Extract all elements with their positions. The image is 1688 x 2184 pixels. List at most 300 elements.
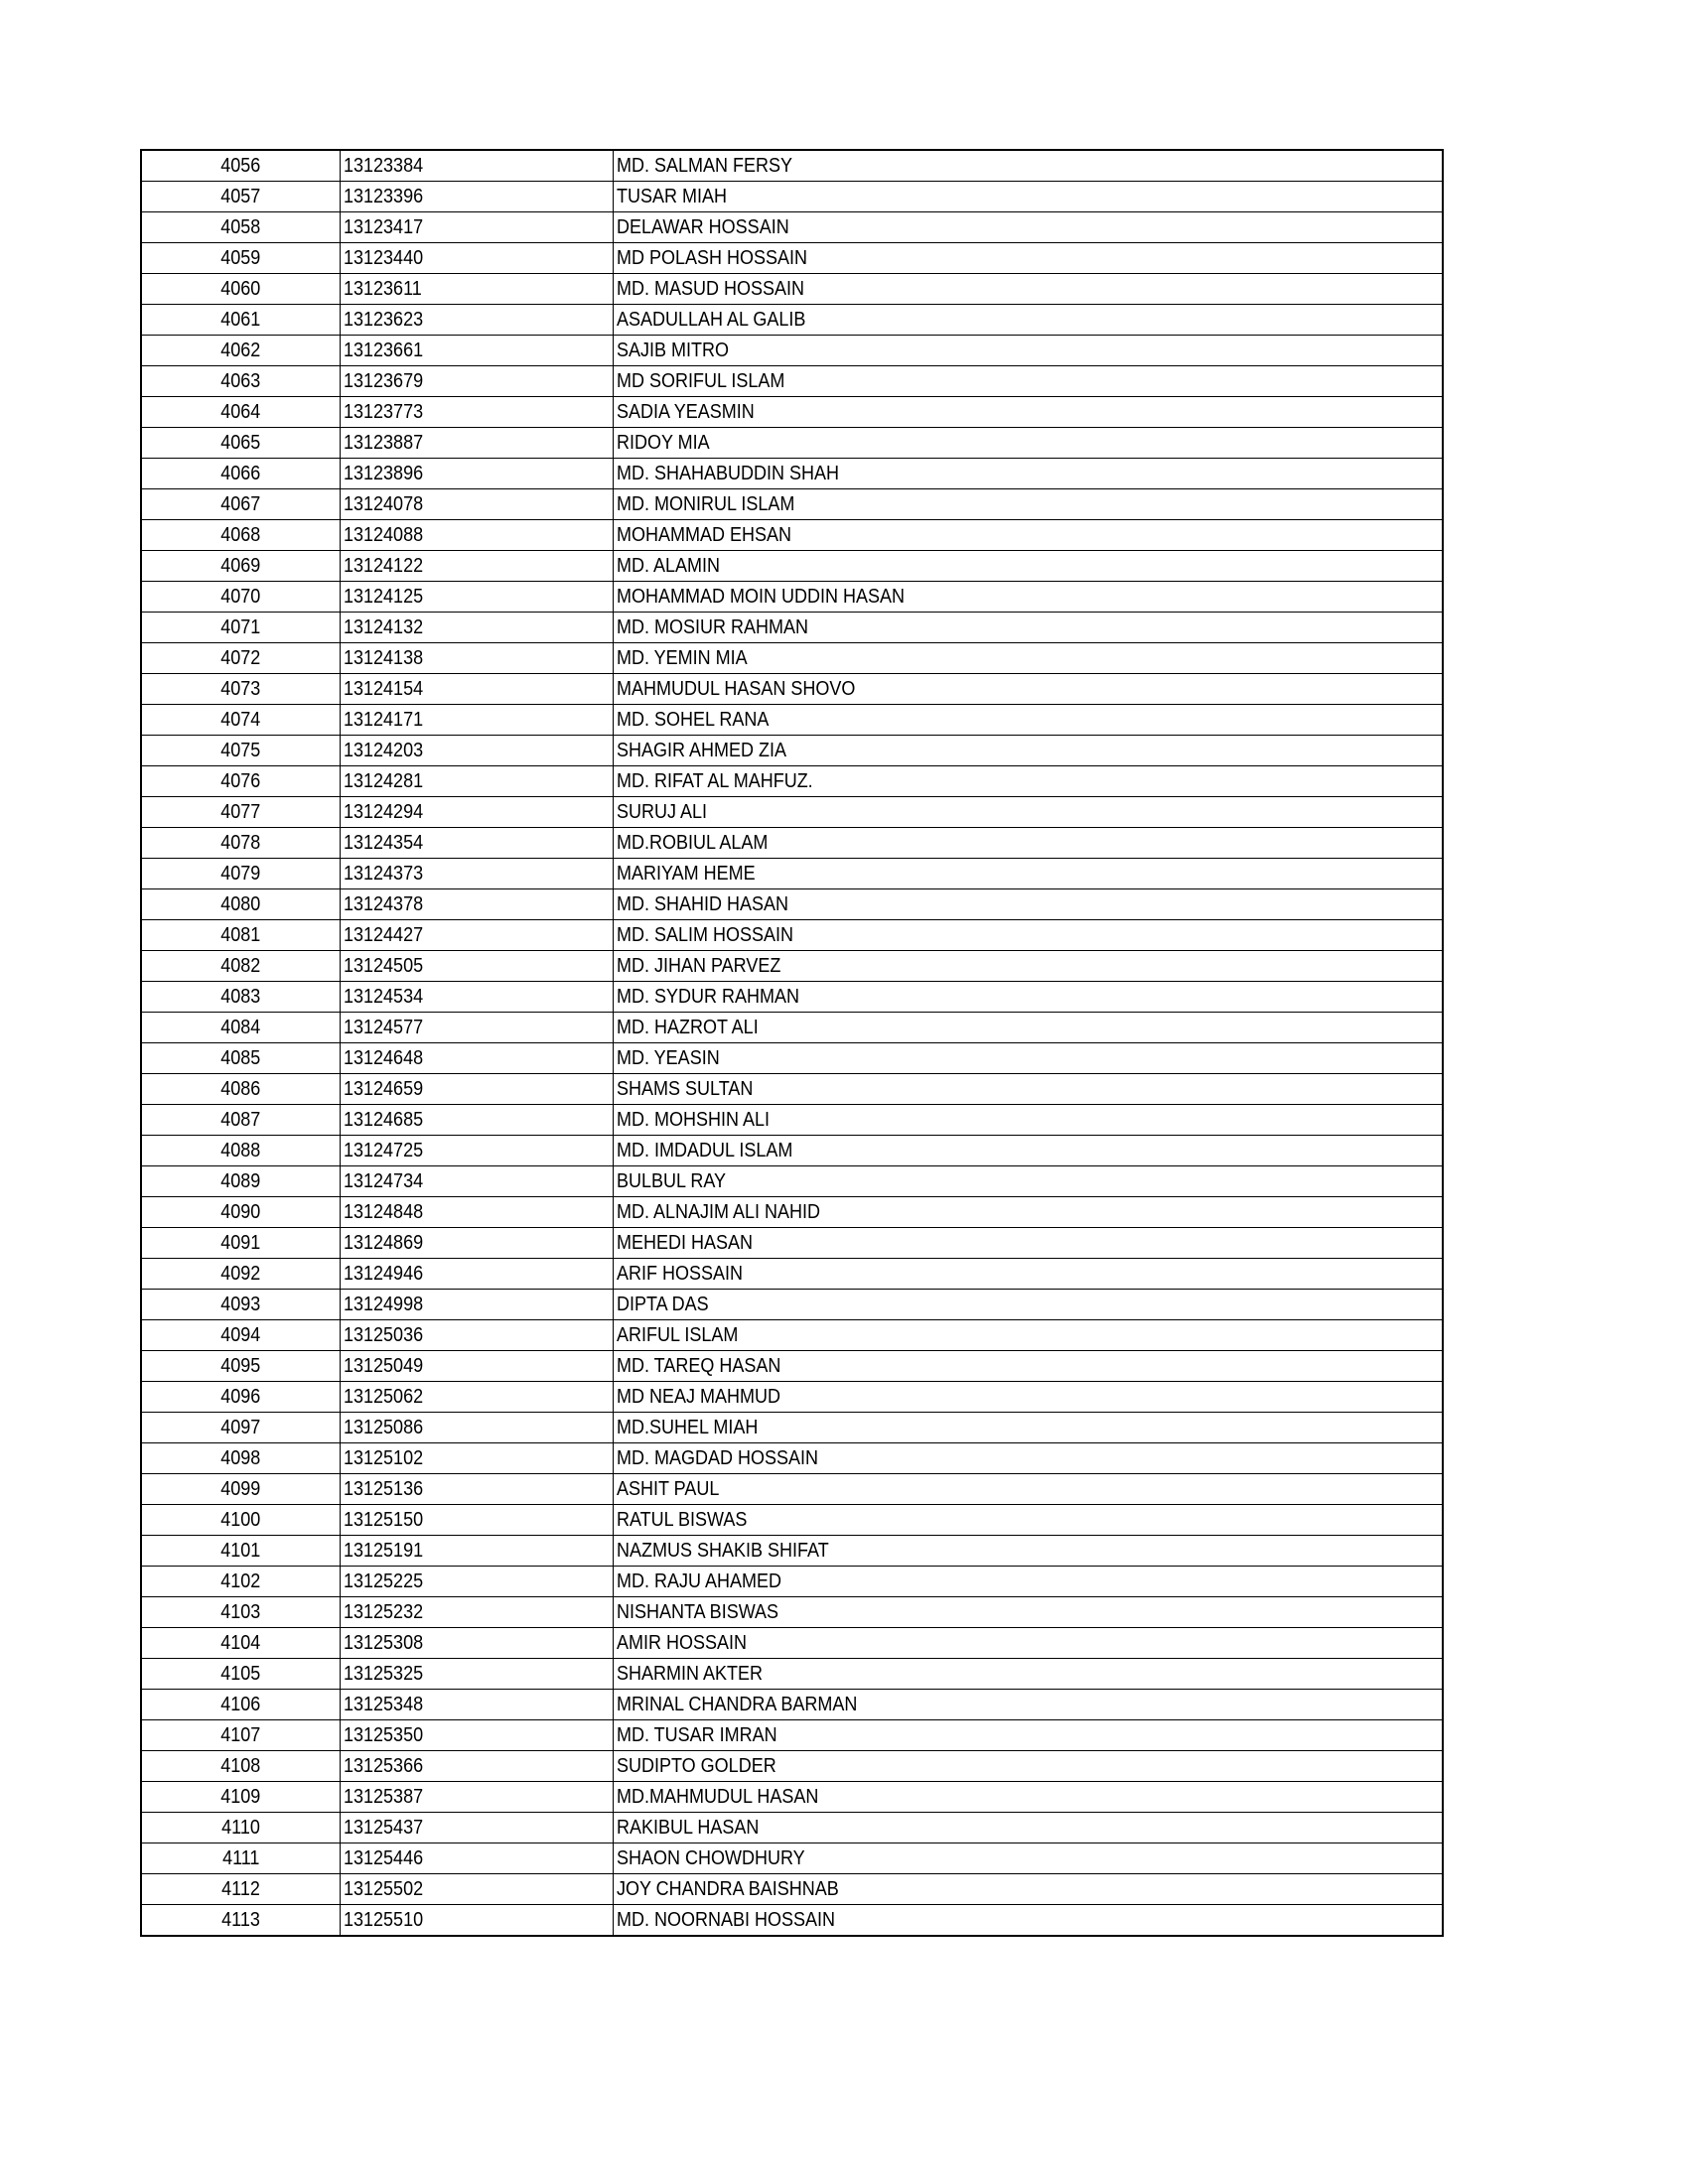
serial-number-cell-text: 4100 [220, 1509, 261, 1531]
candidate-name-cell-text: MD. SALMAN FERSY [617, 155, 793, 177]
candidate-name-cell [614, 1351, 1444, 1382]
roll-number-cell-text: 13123396 [344, 186, 424, 207]
roll-number-cell-text: 13125102 [344, 1447, 424, 1469]
candidate-name-cell [614, 1166, 1444, 1197]
candidate-name-cell-text: MD. MASUD HOSSAIN [617, 278, 805, 300]
serial-number-cell [141, 859, 341, 889]
serial-number-cell [141, 366, 341, 397]
roll-number-cell [341, 182, 614, 212]
table-row [141, 1690, 1443, 1720]
roll-number-cell [341, 1013, 614, 1043]
candidate-name-cell-text: MD. MONIRUL ISLAM [617, 493, 795, 515]
serial-number-cell [141, 1259, 341, 1290]
candidate-name-cell-text: NAZMUS SHAKIB SHIFAT [617, 1540, 829, 1562]
serial-number-cell [141, 1659, 341, 1690]
serial-number-cell [141, 1043, 341, 1074]
serial-number-cell-text: 4063 [220, 370, 261, 392]
candidate-name-cell [614, 212, 1444, 243]
candidate-name-cell-text: AMIR HOSSAIN [617, 1632, 748, 1654]
serial-number-cell [141, 274, 341, 305]
candidate-name-cell-text: SHAGIR AHMED ZIA [617, 740, 787, 761]
roll-number-cell [341, 305, 614, 336]
candidate-name-cell [614, 489, 1444, 520]
candidate-name-cell [614, 1567, 1444, 1597]
candidate-name-cell-text: MD. RIFAT AL MAHFUZ. [617, 770, 813, 792]
serial-number-cell-text: 4056 [220, 155, 261, 177]
roll-number-cell [341, 1259, 614, 1290]
serial-number-cell [141, 182, 341, 212]
roll-number-cell [341, 1813, 614, 1843]
roll-number-cell [341, 1228, 614, 1259]
serial-number-cell [141, 736, 341, 766]
serial-number-cell-text: 4076 [220, 770, 261, 792]
roll-number-cell [341, 1690, 614, 1720]
roll-number-cell [341, 1382, 614, 1413]
candidate-name-cell [614, 274, 1444, 305]
candidate-name-cell [614, 1105, 1444, 1136]
candidate-name-cell-text: SUDIPTO GOLDER [617, 1755, 776, 1777]
serial-number-cell [141, 643, 341, 674]
table-row [141, 889, 1443, 920]
roll-number-cell-text: 13125437 [344, 1817, 424, 1839]
serial-number-cell [141, 1751, 341, 1782]
serial-number-cell [141, 1290, 341, 1320]
candidate-name-cell-text: DIPTA DAS [617, 1294, 709, 1315]
candidate-name-cell-text: MD. ALAMIN [617, 555, 721, 577]
serial-number-cell [141, 1782, 341, 1813]
table-row [141, 951, 1443, 982]
candidate-name-cell [614, 1290, 1444, 1320]
candidate-name-cell-text: MD.SUHEL MIAH [617, 1417, 759, 1438]
roll-number-cell-text: 13124154 [344, 678, 424, 700]
roll-number-cell [341, 274, 614, 305]
table-row [141, 1043, 1443, 1074]
candidate-name-cell [614, 1505, 1444, 1536]
roll-number-cell [341, 1443, 614, 1474]
candidate-name-cell-text: MD. SYDUR RAHMAN [617, 986, 800, 1008]
serial-number-cell-text: 4097 [220, 1417, 261, 1438]
candidate-name-cell [614, 1136, 1444, 1166]
serial-number-cell-text: 4057 [220, 186, 261, 207]
roll-number-cell [341, 397, 614, 428]
roll-number-cell-text: 13124685 [344, 1109, 424, 1131]
roll-number-cell-text: 13124725 [344, 1140, 424, 1161]
serial-number-cell-text: 4083 [220, 986, 261, 1008]
serial-number-cell-text: 4089 [220, 1170, 261, 1192]
candidate-name-cell-text: MD. ALNAJIM ALI NAHID [617, 1201, 821, 1223]
roll-number-cell-text: 13124848 [344, 1201, 424, 1223]
candidate-name-cell [614, 1874, 1444, 1905]
table-row [141, 1013, 1443, 1043]
roll-number-cell [341, 1751, 614, 1782]
serial-number-cell [141, 1597, 341, 1628]
table-row [141, 766, 1443, 797]
candidate-name-cell-text: MD. MAGDAD HOSSAIN [617, 1447, 819, 1469]
candidate-name-cell-text: TUSAR MIAH [617, 186, 728, 207]
candidate-name-cell-text: JOY CHANDRA BAISHNAB [617, 1878, 839, 1900]
serial-number-cell-text: 4090 [220, 1201, 261, 1223]
roll-number-cell-text: 13125366 [344, 1755, 424, 1777]
results-table [140, 149, 1444, 1937]
roll-number-cell-text: 13124505 [344, 955, 424, 977]
roll-number-cell-text: 13124373 [344, 863, 424, 885]
roll-number-cell [341, 150, 614, 182]
roll-number-cell [341, 1659, 614, 1690]
serial-number-cell [141, 1443, 341, 1474]
candidate-name-cell [614, 643, 1444, 674]
table-row [141, 1443, 1443, 1474]
serial-number-cell-text: 4070 [220, 586, 261, 608]
serial-number-cell-text: 4074 [220, 709, 261, 731]
candidate-name-cell-text: NISHANTA BISWAS [617, 1601, 779, 1623]
candidate-name-cell [614, 1074, 1444, 1105]
serial-number-cell [141, 1720, 341, 1751]
serial-number-cell [141, 1690, 341, 1720]
roll-number-cell-text: 13124378 [344, 893, 424, 915]
serial-number-cell [141, 489, 341, 520]
candidate-name-cell [614, 1813, 1444, 1843]
serial-number-cell [141, 1166, 341, 1197]
roll-number-cell [341, 520, 614, 551]
candidate-name-cell [614, 1690, 1444, 1720]
serial-number-cell [141, 1351, 341, 1382]
serial-number-cell [141, 797, 341, 828]
serial-number-cell [141, 1813, 341, 1843]
roll-number-cell-text: 13125446 [344, 1847, 424, 1869]
roll-number-cell-text: 13125232 [344, 1601, 424, 1623]
candidate-name-cell-text: MEHEDI HASAN [617, 1232, 754, 1254]
serial-number-cell [141, 428, 341, 459]
candidate-name-cell-text: MD.ROBIUL ALAM [617, 832, 769, 854]
serial-number-cell [141, 1505, 341, 1536]
roll-number-cell [341, 1597, 614, 1628]
table-row [141, 1259, 1443, 1290]
serial-number-cell-text: 4104 [220, 1632, 261, 1654]
roll-number-cell-text: 13125510 [344, 1909, 424, 1931]
serial-number-cell-text: 4086 [220, 1078, 261, 1100]
serial-number-cell-text: 4091 [220, 1232, 261, 1254]
roll-number-cell [341, 766, 614, 797]
roll-number-cell [341, 551, 614, 582]
roll-number-cell [341, 1782, 614, 1813]
table-row [141, 212, 1443, 243]
roll-number-cell [341, 1074, 614, 1105]
roll-number-cell [341, 1166, 614, 1197]
serial-number-cell [141, 582, 341, 613]
serial-number-cell-text: 4065 [220, 432, 261, 454]
table-row [141, 1474, 1443, 1505]
serial-number-cell [141, 1105, 341, 1136]
roll-number-cell [341, 1567, 614, 1597]
candidate-name-cell-text: MD. NOORNABI HOSSAIN [617, 1909, 836, 1931]
candidate-name-cell [614, 674, 1444, 705]
table-row [141, 582, 1443, 613]
roll-number-cell [341, 736, 614, 766]
roll-number-cell-text: 13124577 [344, 1017, 424, 1038]
candidate-name-cell [614, 982, 1444, 1013]
serial-number-cell-text: 4111 [221, 1847, 260, 1869]
table-row [141, 736, 1443, 766]
candidate-name-cell [614, 828, 1444, 859]
candidate-name-cell [614, 1197, 1444, 1228]
candidate-name-cell [614, 582, 1444, 613]
table-row [141, 859, 1443, 889]
candidate-name-cell-text: MD. HAZROT ALI [617, 1017, 759, 1038]
table-row [141, 1228, 1443, 1259]
candidate-name-cell-text: SADIA YEASMIN [617, 401, 755, 423]
serial-number-cell-text: 4078 [220, 832, 261, 854]
table-row [141, 366, 1443, 397]
table-row [141, 705, 1443, 736]
roll-number-cell [341, 951, 614, 982]
candidate-name-cell-text: MAHMUDUL HASAN SHOVO [617, 678, 856, 700]
serial-number-cell-text: 4110 [221, 1817, 260, 1839]
table-row [141, 1290, 1443, 1320]
roll-number-cell-text: 13125502 [344, 1878, 424, 1900]
serial-number-cell [141, 1074, 341, 1105]
serial-number-cell-text: 4061 [220, 309, 261, 331]
serial-number-cell [141, 336, 341, 366]
roll-number-cell-text: 13123440 [344, 247, 424, 269]
candidate-name-cell-text: ARIFUL ISLAM [617, 1324, 739, 1346]
roll-number-cell-text: 13123417 [344, 216, 424, 238]
serial-number-cell [141, 150, 341, 182]
serial-number-cell-text: 4069 [220, 555, 261, 577]
candidate-name-cell [614, 1720, 1444, 1751]
table-row [141, 1597, 1443, 1628]
serial-number-cell [141, 1382, 341, 1413]
candidate-name-cell-text: RIDOY MIA [617, 432, 710, 454]
serial-number-cell-text: 4099 [220, 1478, 261, 1500]
candidate-name-cell-text: MARIYAM HEME [617, 863, 756, 885]
candidate-name-cell [614, 551, 1444, 582]
table-row [141, 1720, 1443, 1751]
candidate-name-cell [614, 736, 1444, 766]
table-row [141, 1659, 1443, 1690]
roll-number-cell [341, 828, 614, 859]
candidate-name-cell-text: BULBUL RAY [617, 1170, 727, 1192]
serial-number-cell-text: 4088 [220, 1140, 261, 1161]
serial-number-cell-text: 4072 [220, 647, 261, 669]
candidate-name-cell [614, 1043, 1444, 1074]
candidate-name-cell-text: MRINAL CHANDRA BARMAN [617, 1694, 858, 1715]
serial-number-cell [141, 1320, 341, 1351]
roll-number-cell [341, 1905, 614, 1937]
candidate-name-cell [614, 920, 1444, 951]
serial-number-cell [141, 1628, 341, 1659]
candidate-name-cell [614, 1843, 1444, 1874]
candidate-name-cell [614, 705, 1444, 736]
serial-number-cell-text: 4103 [220, 1601, 261, 1623]
serial-number-cell [141, 1197, 341, 1228]
roll-number-cell [341, 1474, 614, 1505]
serial-number-cell [141, 305, 341, 336]
table-row [141, 982, 1443, 1013]
table-row [141, 150, 1443, 182]
candidate-name-cell-text: SHAMS SULTAN [617, 1078, 754, 1100]
roll-number-cell [341, 1197, 614, 1228]
candidate-name-cell [614, 1382, 1444, 1413]
roll-number-cell-text: 13125325 [344, 1663, 424, 1685]
roll-number-cell [341, 1843, 614, 1874]
candidate-name-cell [614, 1628, 1444, 1659]
serial-number-cell-text: 4096 [220, 1386, 261, 1408]
serial-number-cell-text: 4105 [220, 1663, 261, 1685]
roll-number-cell-text: 13125062 [344, 1386, 424, 1408]
roll-number-cell-text: 13124122 [344, 555, 424, 577]
roll-number-cell [341, 859, 614, 889]
candidate-name-cell-text: ASHIT PAUL [617, 1478, 720, 1500]
candidate-name-cell-text: DELAWAR HOSSAIN [617, 216, 789, 238]
candidate-name-cell-text: MD. SHAHID HASAN [617, 893, 789, 915]
candidate-name-cell [614, 889, 1444, 920]
roll-number-cell [341, 1874, 614, 1905]
roll-number-cell-text: 13124203 [344, 740, 424, 761]
candidate-name-cell-text: MOHAMMAD EHSAN [617, 524, 792, 546]
serial-number-cell [141, 1474, 341, 1505]
candidate-name-cell [614, 1536, 1444, 1567]
table-row [141, 1813, 1443, 1843]
table-row [141, 1628, 1443, 1659]
roll-number-cell-text: 13124354 [344, 832, 424, 854]
roll-number-cell [341, 613, 614, 643]
serial-number-cell-text: 4112 [221, 1878, 260, 1900]
table-row [141, 551, 1443, 582]
serial-number-cell [141, 1567, 341, 1597]
table-row [141, 1105, 1443, 1136]
candidate-name-cell-text: MD. IMDADUL ISLAM [617, 1140, 793, 1161]
table-row [141, 1413, 1443, 1443]
serial-number-cell [141, 889, 341, 920]
roll-number-cell-text: 13123679 [344, 370, 424, 392]
roll-number-cell-text: 13123887 [344, 432, 424, 454]
candidate-name-cell [614, 336, 1444, 366]
serial-number-cell-text: 4108 [220, 1755, 261, 1777]
table-row [141, 1874, 1443, 1905]
table-row [141, 182, 1443, 212]
roll-number-cell-text: 13125136 [344, 1478, 424, 1500]
candidate-name-cell [614, 951, 1444, 982]
roll-number-cell [341, 243, 614, 274]
roll-number-cell-text: 13125191 [344, 1540, 424, 1562]
roll-number-cell-text: 13124125 [344, 586, 424, 608]
serial-number-cell-text: 4095 [220, 1355, 261, 1377]
serial-number-cell-text: 4101 [220, 1540, 261, 1562]
serial-number-cell-text: 4094 [220, 1324, 261, 1346]
roll-number-cell-text: 13125150 [344, 1509, 424, 1531]
roll-number-cell-text: 13124648 [344, 1047, 424, 1069]
roll-number-cell [341, 582, 614, 613]
serial-number-cell [141, 982, 341, 1013]
roll-number-cell-text: 13124138 [344, 647, 424, 669]
serial-number-cell-text: 4075 [220, 740, 261, 761]
roll-number-cell [341, 459, 614, 489]
serial-number-cell [141, 1843, 341, 1874]
roll-number-cell [341, 428, 614, 459]
candidate-name-cell-text: MD. SALIM HOSSAIN [617, 924, 794, 946]
roll-number-cell-text: 13125049 [344, 1355, 424, 1377]
candidate-name-cell-text: MD. YEASIN [617, 1047, 720, 1069]
roll-number-cell-text: 13124281 [344, 770, 424, 792]
candidate-name-cell [614, 1228, 1444, 1259]
table-row [141, 520, 1443, 551]
serial-number-cell-text: 4085 [220, 1047, 261, 1069]
table-row [141, 305, 1443, 336]
roll-number-cell-text: 13123623 [344, 309, 424, 331]
serial-number-cell [141, 920, 341, 951]
serial-number-cell-text: 4106 [220, 1694, 261, 1715]
roll-number-cell-text: 13125086 [344, 1417, 424, 1438]
candidate-name-cell-text: SURUJ ALI [617, 801, 708, 823]
roll-number-cell-text: 13123773 [344, 401, 424, 423]
table-row [141, 243, 1443, 274]
serial-number-cell-text: 4082 [220, 955, 261, 977]
roll-number-cell-text: 13124088 [344, 524, 424, 546]
candidate-name-cell [614, 1413, 1444, 1443]
roll-number-cell-text: 13125387 [344, 1786, 424, 1808]
serial-number-cell-text: 4098 [220, 1447, 261, 1469]
table-row [141, 797, 1443, 828]
roll-number-cell [341, 1105, 614, 1136]
candidate-name-cell [614, 797, 1444, 828]
table-row [141, 489, 1443, 520]
roll-number-cell-text: 13124946 [344, 1263, 424, 1285]
table-row [141, 1905, 1443, 1937]
table-row [141, 1751, 1443, 1782]
roll-number-cell-text: 13124171 [344, 709, 424, 731]
roll-number-cell [341, 212, 614, 243]
serial-number-cell [141, 212, 341, 243]
candidate-name-cell-text: SAJIB MITRO [617, 340, 730, 361]
roll-number-cell-text: 13125308 [344, 1632, 424, 1654]
roll-number-cell-text: 13124869 [344, 1232, 424, 1254]
table-row [141, 274, 1443, 305]
candidate-name-cell-text: MD. MOSIUR RAHMAN [617, 616, 809, 638]
roll-number-cell [341, 1320, 614, 1351]
table-row [141, 428, 1443, 459]
table-row [141, 643, 1443, 674]
roll-number-cell-text: 13124734 [344, 1170, 424, 1192]
serial-number-cell-text: 4073 [220, 678, 261, 700]
serial-number-cell-text: 4113 [221, 1909, 260, 1931]
candidate-name-cell [614, 428, 1444, 459]
roll-number-cell-text: 13123384 [344, 155, 424, 177]
serial-number-cell-text: 4107 [220, 1724, 261, 1746]
candidate-name-cell [614, 459, 1444, 489]
candidate-name-cell-text: MD. JIHAN PARVEZ [617, 955, 781, 977]
serial-number-cell [141, 1013, 341, 1043]
table-body [141, 150, 1443, 1936]
roll-number-cell-text: 13124534 [344, 986, 424, 1008]
candidate-name-cell-text: MD POLASH HOSSAIN [617, 247, 808, 269]
roll-number-cell-text: 13124132 [344, 616, 424, 638]
serial-number-cell [141, 1228, 341, 1259]
serial-number-cell-text: 4068 [220, 524, 261, 546]
candidate-name-cell [614, 397, 1444, 428]
candidate-name-cell-text: RATUL BISWAS [617, 1509, 748, 1531]
serial-number-cell-text: 4064 [220, 401, 261, 423]
serial-number-cell [141, 459, 341, 489]
candidate-name-cell-text: RAKIBUL HASAN [617, 1817, 760, 1839]
roll-number-cell [341, 489, 614, 520]
table-row [141, 1197, 1443, 1228]
candidate-name-cell [614, 1013, 1444, 1043]
table-row [141, 1505, 1443, 1536]
serial-number-cell [141, 520, 341, 551]
candidate-name-cell [614, 366, 1444, 397]
candidate-name-cell-text: MD NEAJ MAHMUD [617, 1386, 781, 1408]
serial-number-cell [141, 243, 341, 274]
